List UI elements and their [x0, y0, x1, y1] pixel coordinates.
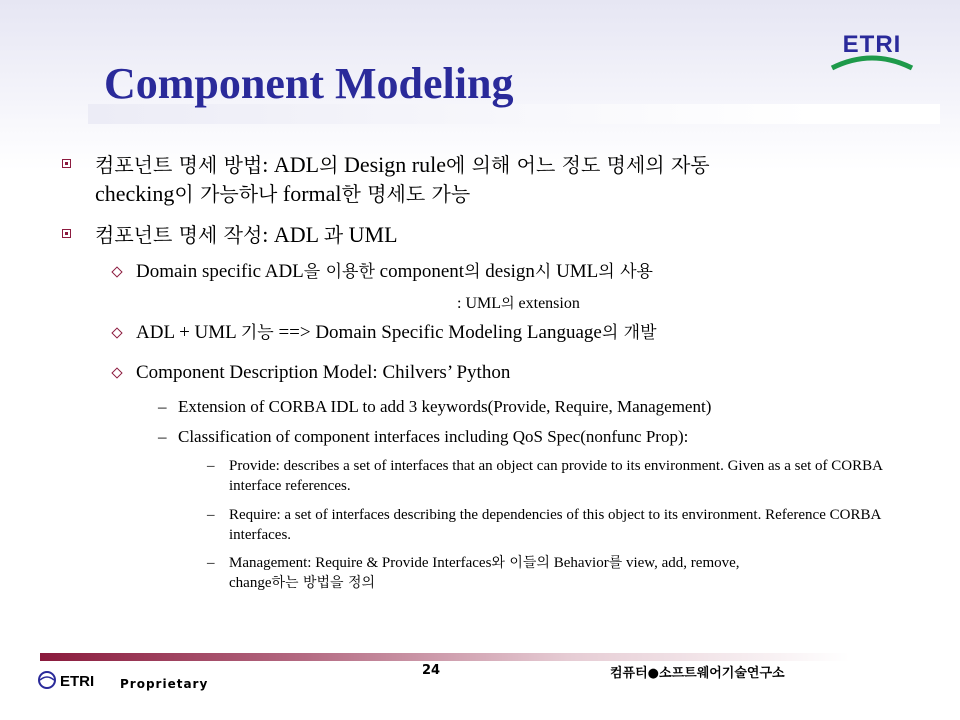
diamond-bullet-icon — [111, 367, 122, 378]
bullet-spec-method-line2: checking이 가능하나 formal한 명세도 가능 — [95, 181, 471, 206]
sub-bullet-uml-extension: : UML의 extension — [457, 295, 580, 312]
dash-item-corba-extension: Extension of CORBA IDL to add 3 keywords(Provide, Require, Management) — [178, 397, 712, 416]
footer-etri-logo-icon — [38, 670, 118, 690]
square-bullet-icon — [62, 229, 71, 238]
dash-item-require: Require: a set of interfaces describing the dependencies of this object to its environment. Reference CORBA interfaces. — [229, 507, 881, 543]
footer-gradient-bar — [40, 653, 920, 661]
bullet-spec-method-line1: 컴포넌트 명세 방법: ADL의 Design rule에 의해 어느 정도 명세의 자동 — [95, 152, 710, 177]
dash-bullet: – — [207, 555, 215, 571]
dash-bullet: – — [158, 397, 167, 416]
page-number: 24 — [421, 663, 441, 678]
dash-item-provide: Provide: describes a set of interfaces that an object can provide to its environment. Given as a set of CORBA interface references. — [229, 458, 883, 494]
sub-bullet-domain-adl: Domain specific ADL을 이용한 component의 design시 UML의 사용 — [136, 261, 653, 282]
dash-bullet: – — [158, 427, 167, 446]
footer-organization: 컴퓨터●소프트웨어기술연구소 — [610, 666, 785, 681]
diamond-bullet-icon — [111, 327, 122, 338]
square-bullet-icon — [62, 159, 71, 168]
dash-bullet: – — [207, 458, 215, 474]
dash-bullet: – — [207, 507, 215, 523]
etri-logo-text: ETRI — [842, 31, 902, 58]
footer-proprietary: Proprietary — [120, 677, 209, 691]
dash-item-management-line1: Management: Require & Provide Interfaces와 이들의 Behavior를 view, add, remove, — [229, 555, 740, 571]
svg-text:ETRI: ETRI — [60, 673, 95, 690]
bullet-spec-writing: 컴포넌트 명세 작성: ADL 과 UML — [95, 222, 398, 247]
sub-bullet-component-description-model: Component Description Model: Chilvers’ Python — [136, 362, 511, 383]
slide-title: Component Modeling — [104, 59, 514, 108]
dash-item-classification: Classification of component interfaces including QoS Spec(nonfunc Prop): — [178, 427, 689, 446]
diamond-bullet-icon — [111, 266, 122, 277]
sub-bullet-adl-uml: ADL + UML 기능 ==> Domain Specific Modeling Language의 개발 — [136, 322, 657, 343]
dash-item-management-line2: change하는 방법을 정의 — [229, 575, 376, 591]
